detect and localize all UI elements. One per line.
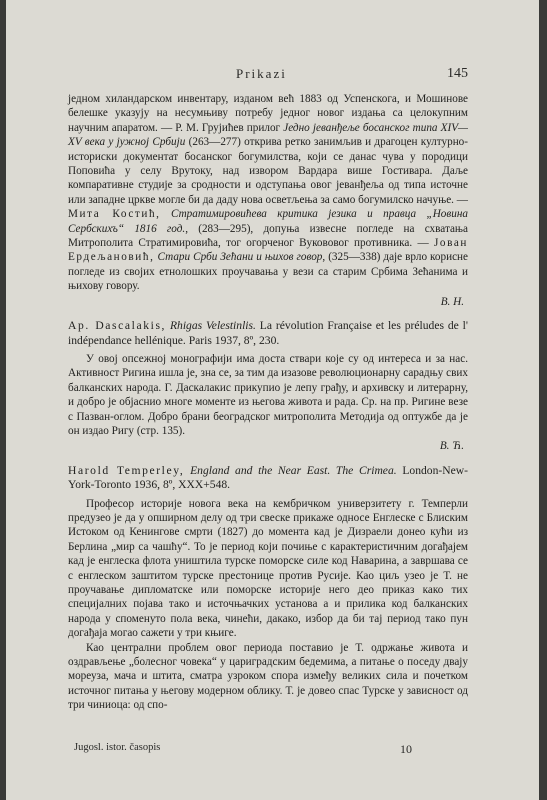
page-footer xyxy=(68,742,468,756)
author-name: Мита Костић, xyxy=(68,208,161,221)
work-title: Стратимировићева критика језика и правца „Новина Сербскихъ“ 1816 год. xyxy=(68,208,468,235)
running-title: Prikazi xyxy=(236,66,287,81)
reviewer-signature: В. Н. xyxy=(440,295,464,308)
author-name: Ap. Dascalakis, xyxy=(68,319,167,333)
author-name: Јован Ердељановић, xyxy=(68,237,468,264)
review-continuation-paragraph: једном хиландарском инвентару, изданом већ 1883 од Успенскога, и Мошинове белешке указују на несумњиву потребу једног новог издања са целокупним научним апаратом. — Р. М. Грујићев прилог Једно јеванђеље босанског типа XIV—XV века у јужној Србији (263—277) открива ретко занимљив и драгоцен културно-историски документат босанског богумилства, који се данас чува у породици Поповића у селу Врутоку, над извором Вардара више Гостивара. Даље компаративне студије за сродности и одступања овог јеванђеља од типа источне или западне црквe могле би да даду нова осветљења за само богумилско начуње. — Мита Костић, Стратимировићева критика језика и правца „Новина Сербскихъ“ 1816 год., (283—295), допуња извесне погледе на схватања Митрополита Стратимировића, тог огорченог Вукововог противника. — Јован Ердељановић, Стари Срби Зећани и њихов говор, (325—338) даје врло корисне погледе из својих етнолошких проучавања у вези са старим Србима Зећанима и њихову говору. xyxy=(68,93,469,293)
journal-signature: Jugosl. istor. časopis xyxy=(74,742,161,753)
review-heading: Harold Temperley, England and the Near East. The Crimea. London-New-York-Toronto 1936, 8º, XXX+548. xyxy=(68,463,468,492)
page-body xyxy=(68,92,468,713)
review-paragraph: У овој опсежној монографији има доста ствари које су од интереса и за нас. Активност Ригина ишла је, зна се, за тим да изазове революционарну сарадњу свих балканских народа. Г. Даскалакис прикупио је лепу грађу, и архивску и литерарну, и добро је објаснио многе моменте из његова живота и рада. Ср. на пр. Ригине везе с Пазван-оглом. Добро брани београдског митрополита Методија од оптужбе да је он издао Ригу (стр. 135). xyxy=(68,352,468,437)
page-header xyxy=(68,66,468,86)
sheet-number: 10 xyxy=(400,742,412,756)
author-name: Harold Temperley, xyxy=(68,463,185,477)
review-paragraph: Професор историје новога века на кембричком универзитету г. Темперли предузео је да у опширном делу од три свеске прикаже односе Енглеске с Блиским Истоком од Кенинговe смрти (1827) до момента кад је Дизраели донео кући из Берлина „мир са чашћу“. То је период који почиње с карактеристичним догађајем кад је енглеска флота уништила турске поморске силе код Наварина, а завршава се с енглеском заштитом турске престонице против Русије. Као циљ узео је Т. не проучавање дипломатске или поморске историје него део приказ како тих специјалних појава тако и источњачких установа а и прилика код балканских народа у споменуто пола века, чинећи, дакако, избор да би тај период тако пун догађаја могао сажети у три књиге. xyxy=(68,497,468,640)
reviewer-signature: В. Ћ. xyxy=(439,440,464,453)
book-title: Rhigas Velestinlis. xyxy=(169,319,256,333)
review-heading: Ap. Dascalakis, Rhigas Velestinlis. La révolution Française et les préludes de l' indépendance hellénique. Paris 1937, 8º, 230. xyxy=(68,319,468,347)
page-number: 145 xyxy=(447,66,468,81)
work-title: Једно јеванђеље босанског типа XIV—XV века у јужној Србији xyxy=(68,121,468,149)
review-paragraph: Као централни проблем овог периода поставио је Т. одржање живота и оздрављење „болесног човека“ у цариградским бедемима, а питање о поседу двају мореуза, мача и штита, сматра узроком спора између великих сила и почетком источног питања у његову модерном облику. Т. је довео спас Турске у зависност од три чиниоца: од спо- xyxy=(68,641,468,712)
work-title: Стари Срби Зећани и њихов говор xyxy=(154,251,323,264)
page xyxy=(6,0,539,800)
book-title: England and the Near East. The Crimea. xyxy=(190,463,397,477)
